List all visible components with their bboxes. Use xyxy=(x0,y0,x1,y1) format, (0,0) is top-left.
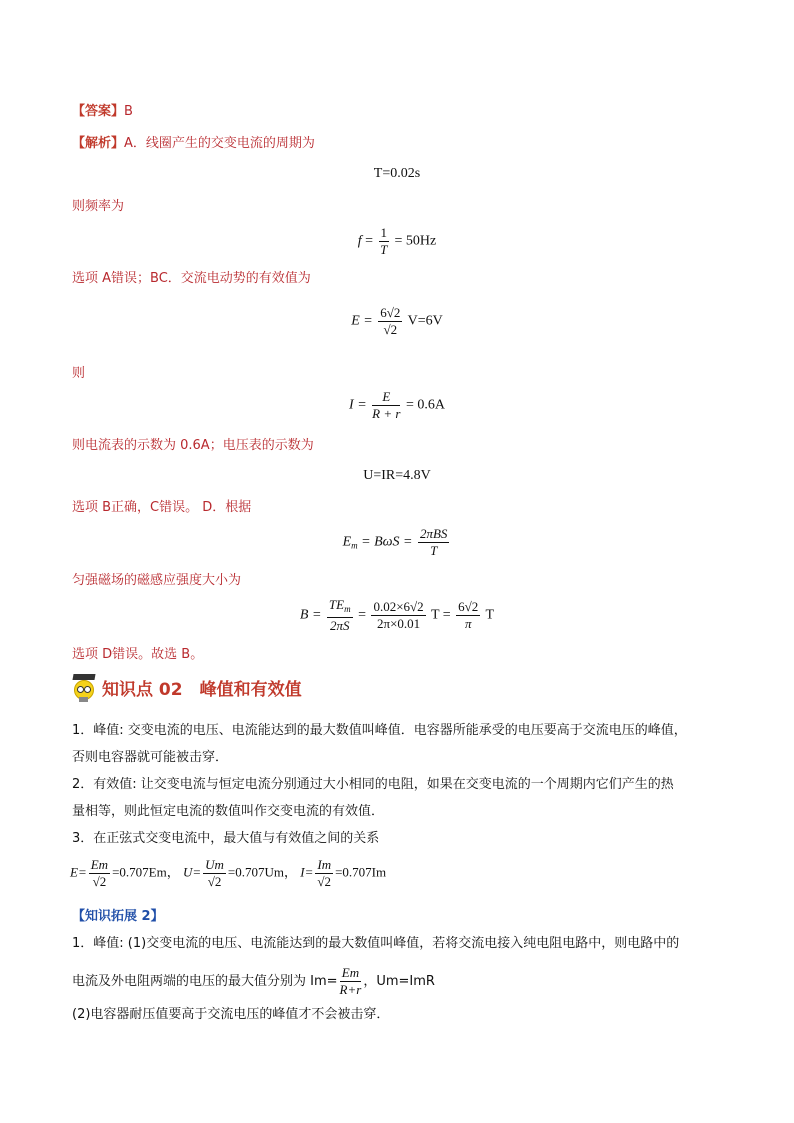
em-formula xyxy=(0,527,794,558)
point-1-line-1: 1．峰值: 交变电流的电压、电流能达到的最大数值叫峰值．电容器所能承受的电压要高于交流电压的峰值， xyxy=(72,723,687,738)
b-u2: T = xyxy=(430,607,451,623)
rel-e-num: Em xyxy=(90,857,109,872)
rel-u-lhs: U= xyxy=(182,864,202,880)
b-n1: TE xyxy=(328,597,345,612)
rel-u-rhs: =0.707Um， xyxy=(227,864,297,880)
extension-fraction xyxy=(340,966,362,997)
analysis-text-6: 选项 B正确，C错误。 D．根据 xyxy=(72,500,252,515)
rel-i-rhs: =0.707Im xyxy=(335,864,387,880)
emf-lhs: E = xyxy=(351,313,373,329)
b-n3: 6√2 xyxy=(458,599,479,614)
b-fraction-2 xyxy=(371,600,425,631)
point-1-line-2: 否则电容器就可能被击穿． xyxy=(72,750,229,765)
freq-lhs: f xyxy=(357,233,362,249)
freq-num: 1 xyxy=(380,225,388,240)
b-fraction-3 xyxy=(456,600,480,631)
analysis-text-1: A．线圈产生的交变电流的周期为 xyxy=(124,136,315,151)
current-lhs: I = xyxy=(349,397,367,413)
b-d3: π xyxy=(464,616,472,631)
rel-i-num: Im xyxy=(317,857,332,872)
analysis-text-3: 选项 A错误；BC．交流电动势的有效值为 xyxy=(72,271,311,286)
em-lhs: E xyxy=(342,534,352,550)
em-fraction xyxy=(418,527,449,558)
extension-line-3: (2)电容器耐压值要高于交流电压的峰值才不会被击穿． xyxy=(72,1007,390,1022)
analysis-text-2: 则频率为 xyxy=(72,199,125,214)
em-num: 2πBS xyxy=(419,526,448,541)
point-3-line: 3．在正弦式交变电流中，最大值与有效值之间的关系 xyxy=(72,831,380,846)
section-heading xyxy=(70,672,302,702)
current-formula xyxy=(0,390,794,421)
emf-den: √2 xyxy=(383,322,398,337)
em-den: T xyxy=(430,543,438,558)
point-2-line-1: 2．有效值: 让交变电流与恒定电流分别通过大小相同的电阻，如果在交变电流的一个周期内它们产生的热 xyxy=(72,777,674,792)
b-u3: T xyxy=(485,607,495,623)
b-n1-sub: m xyxy=(344,604,351,614)
emf-num: 6√2 xyxy=(380,305,401,320)
b-formula: B = $\frac{TE_m}{2\pi S}$ = $\frac{0.02\times 6√2}{2\pi\times 0.01}$ T = $\frac{6√2}{\pi}$ T xyxy=(299,597,495,633)
extension-line-2-text: 电流及外电阻两端的电压的最大值分别为 Im= xyxy=(72,974,338,989)
rel-e-lhs: E= xyxy=(70,864,87,880)
extension-line-2 xyxy=(72,966,435,997)
b-d1: 2πS xyxy=(329,618,350,633)
rel-i-fraction xyxy=(315,858,333,889)
current-den: R + r xyxy=(372,406,401,421)
extension-frac-num: Em xyxy=(340,966,362,982)
analysis-line-1 xyxy=(72,135,315,153)
current-fraction xyxy=(372,390,400,421)
b-n2: 0.02×6√2 xyxy=(373,599,424,614)
analysis-text-5: 则电流表的示数为 0.6A；电压表的示数为 xyxy=(72,438,314,453)
analysis-text-4: 则 xyxy=(72,366,86,381)
rel-u-den: √2 xyxy=(207,874,222,889)
extension-title: 【知识拓展 2】 xyxy=(72,909,164,924)
freq-rhs: = 50Hz xyxy=(394,233,437,249)
point-2-line-2: 量相等，则此恒定电流的数值叫作交变电流的有效值． xyxy=(72,804,385,819)
emf-fraction xyxy=(378,306,402,337)
emf-formula xyxy=(0,306,794,337)
voltage-formula: U=IR=4.8V xyxy=(363,468,431,483)
b-fraction-1 xyxy=(327,598,353,633)
lightbulb-scholar-icon xyxy=(70,672,98,702)
b-lhs: B = xyxy=(299,607,322,623)
extension-frac-den: R+r xyxy=(339,982,362,997)
current-rhs: = 0.6A xyxy=(405,397,445,413)
rel-u-fraction xyxy=(203,858,226,889)
rms-relations xyxy=(70,858,386,889)
freq-fraction xyxy=(379,226,390,257)
extension-line-1: 1．峰值: (1)交变电流的电压、电流能达到的最大数值叫峰值，若将交流电接入纯电阻电路中，则电路中的 xyxy=(72,936,680,951)
period-formula: T=0.02s xyxy=(373,166,421,181)
freq-den: T xyxy=(380,242,388,257)
frequency-formula: f = $\frac{1}{T}$ = 50Hz xyxy=(357,225,437,257)
em-lhs-sub: m xyxy=(351,540,358,551)
current-num: E xyxy=(372,390,400,406)
rel-i-lhs: I= xyxy=(300,864,314,880)
analysis-tag: 【解析】 xyxy=(72,136,125,151)
section-title: 知识点 02 峰值和有效值 xyxy=(102,679,302,700)
analysis-text-8: 选项 D错误。故选 B。 xyxy=(72,647,204,662)
extension-tag xyxy=(72,908,164,926)
rel-e-den: √2 xyxy=(92,874,107,889)
b-d2: 2π×0.01 xyxy=(377,616,421,631)
rel-e-fraction xyxy=(89,858,110,889)
analysis-text-7: 匀强磁场的磁感应强度大小为 xyxy=(72,573,242,588)
rel-e-rhs: =0.707Em， xyxy=(112,864,180,880)
extension-line-2-tail: ，Um=ImR xyxy=(363,974,435,989)
answer-tag: 【答案】 xyxy=(72,104,125,119)
answer-line xyxy=(72,103,133,121)
rel-i-den: √2 xyxy=(317,874,332,889)
answer-value: B xyxy=(124,104,133,119)
em-mid: = BωS = xyxy=(361,534,413,550)
rel-u-num: Um xyxy=(205,857,224,872)
emf-rhs: V=6V xyxy=(407,313,443,329)
